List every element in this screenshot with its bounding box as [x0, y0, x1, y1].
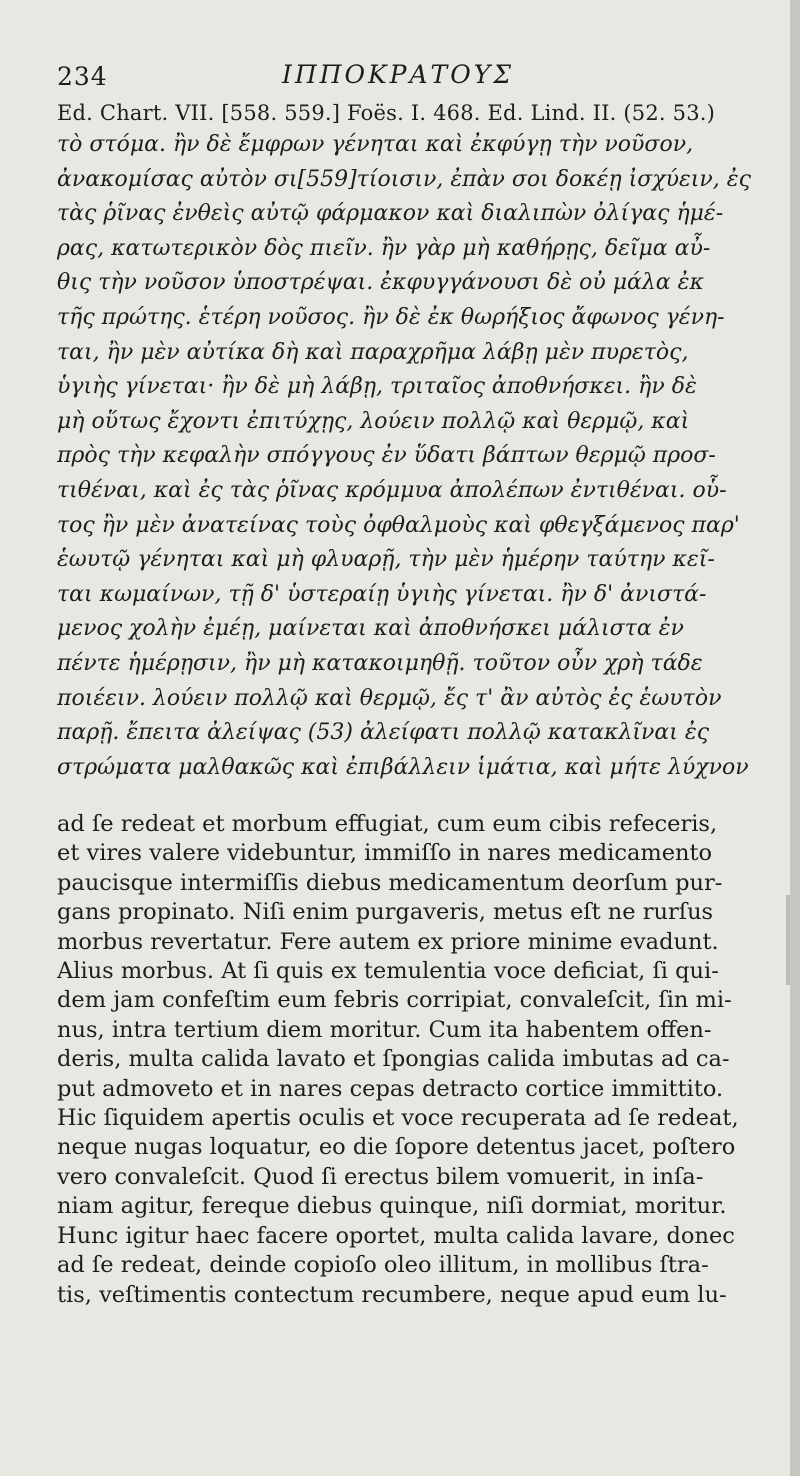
page-header: [57, 54, 757, 94]
greek-line: ποιέειν. λούειν πολλῷ καὶ θερμῷ, ἔς τ' ἂν αὐτὸς ἐς ἑωυτὸν: [57, 685, 722, 711]
latin-line: et vires valere videbuntur, immiſſo in nares medicamento: [57, 840, 713, 867]
page-edge-shadow: [790, 0, 800, 1476]
page-number: 234: [57, 62, 108, 91]
latin-line: dem jam confeſtim eum febris corripiat, convaleſcit, ſin mi-: [57, 987, 732, 1014]
greek-line: τὰς ῥῖνας ἐνθεὶς αὐτῷ φάρμακον καὶ διαλιπὼν ὀλίγας ἡμέ-: [57, 201, 724, 227]
latin-line: Hic ſiquidem apertis oculis et voce recuperata ad ſe redeat,: [57, 1105, 739, 1132]
margin-mark: [786, 895, 790, 985]
greek-line: ται κωμαίνων, τῇ δ' ὑστεραίῃ ὑγιὴς γίνεται. ἢν δ' ἀνιστά-: [57, 581, 707, 607]
greek-line: ρας, κατωτερικὸν δὸς πιεῖν. ἢν γὰρ μὴ καθήρῃς, δεῖμα αὖ-: [57, 235, 711, 261]
greek-line: ται, ἢν μὲν αὐτίκα δὴ καὶ παραχρῆμα λάβῃ μὲν πυρετὸς,: [57, 339, 689, 365]
greek-line: παρῇ. ἔπειτα ἀλείψας (53) ἀλείφατι πολλῷ κατακλῖναι ἐς: [57, 720, 710, 746]
latin-line: deris, multa calida lavato et ſpongias calida imbutas ad ca-: [57, 1046, 730, 1073]
latin-line: neque nugas loquatur, eo die ſopore detentus jacet, poſtero: [57, 1134, 736, 1161]
latin-line: vero convaleſcit. Quod ſi erectus bilem vomuerit, in inſa-: [57, 1163, 704, 1190]
latin-line: ad ſe redeat et morbum effugiat, cum eum cibis refeceris,: [57, 811, 718, 837]
latin-line: morbus revertatur. Fere autem ex priore minime evadunt.: [57, 928, 719, 955]
latin-line: gans propinato. Niſi enim purgaveris, metus eſt ne rurſus: [57, 899, 714, 926]
latin-line: ad ſe redeat, deinde copioſo oleo illitum, in mollibus ſtra-: [57, 1252, 709, 1279]
greek-line: πέντε ἡμέρῃσιν, ἢν μὴ κατακοιμηθῇ. τοῦτον οὖν χρὴ τάδε: [57, 650, 703, 676]
greek-line: μενος χολὴν ἐμέῃ, μαίνεται καὶ ἀποθνήσκει μάλιστα ἐν: [57, 616, 684, 642]
latin-line: put admoveto et in nares cepas detracto cortice immittito.: [57, 1075, 724, 1102]
greek-line: ἑωυτῷ γένηται καὶ μὴ φλυαρῇ, τὴν μὲν ἡμέρην ταύτην κεῖ-: [57, 547, 715, 573]
latin-line: nus, intra tertium diem moritur. Cum ita habentem offen-: [57, 1016, 712, 1043]
greek-line: πρὸς τὴν κεφαλὴν σπόγγους ἐν ὕδατι βάπτων θερμῷ προσ-: [57, 443, 716, 469]
running-title: ΙΠΠΟΚΡΑΤΟΥΣ: [282, 60, 514, 89]
latin-translation: [57, 810, 764, 1310]
greek-line: τῆς πρώτης. ἑτέρη νοῦσος. ἢν δὲ ἐκ θωρήξιος ἄφωνος γένη-: [57, 304, 725, 330]
greek-line: τιθέναι, καὶ ἐς τὰς ῥῖνας κρόμμυα ἀπολέπων ἐντιθέναι. οὗ-: [57, 477, 727, 503]
latin-line: Alius morbus. At ſi quis ex temulentia voce deficiat, ſi qui-: [57, 958, 719, 985]
greek-line: θις τὴν νοῦσον ὑποστρέψαι. ἐκφυγγάνουσι δὲ οὐ μάλα ἐκ: [57, 270, 704, 296]
edition-reference: Ed. Chart. VII. [558. 559.] Foës. I. 468. Ed. Lind. II. (52. 53.): [57, 101, 716, 125]
latin-line: niam agitur, fereque diebus quinque, niſi dormiat, moritur.: [57, 1193, 727, 1220]
latin-line: tis, veſtimentis contectum recumbere, neque apud eum lu-: [57, 1281, 727, 1308]
latin-line: Hunc igitur haec facere oportet, multa calida lavare, donec: [57, 1222, 735, 1249]
greek-line: τὸ στόμα. ἢν δὲ ἔμφρων γένηται καὶ ἐκφύγῃ τὴν νοῦσον,: [57, 132, 694, 157]
greek-text: [57, 128, 765, 785]
greek-line: τος ἢν μὲν ἀνατείνας τοὺς ὀφθαλμοὺς καὶ φθεγξάμενος παρ': [57, 512, 740, 538]
greek-line: στρώματα μαλθακῶς καὶ ἐπιβάλλειν ἱμάτια, καὶ μήτε λύχνον: [57, 754, 749, 780]
greek-line: μὴ οὕτως ἔχοντι ἐπιτύχῃς, λούειν πολλῷ καὶ θερμῷ, καὶ: [57, 408, 690, 434]
greek-line: ἀνακομίσας αὐτὸν σι[559]τίοισιν, ἐπὰν σοι δοκέῃ ἰσχύειν, ἐς: [57, 166, 751, 192]
greek-line: ὑγιὴς γίνεται· ἢν δὲ μὴ λάβῃ, τριταῖος ἀποθνήσκει. ἢν δὲ: [57, 374, 697, 400]
latin-line: paucisque intermiſſis diebus medicamentum deorſum pur-: [57, 869, 723, 896]
